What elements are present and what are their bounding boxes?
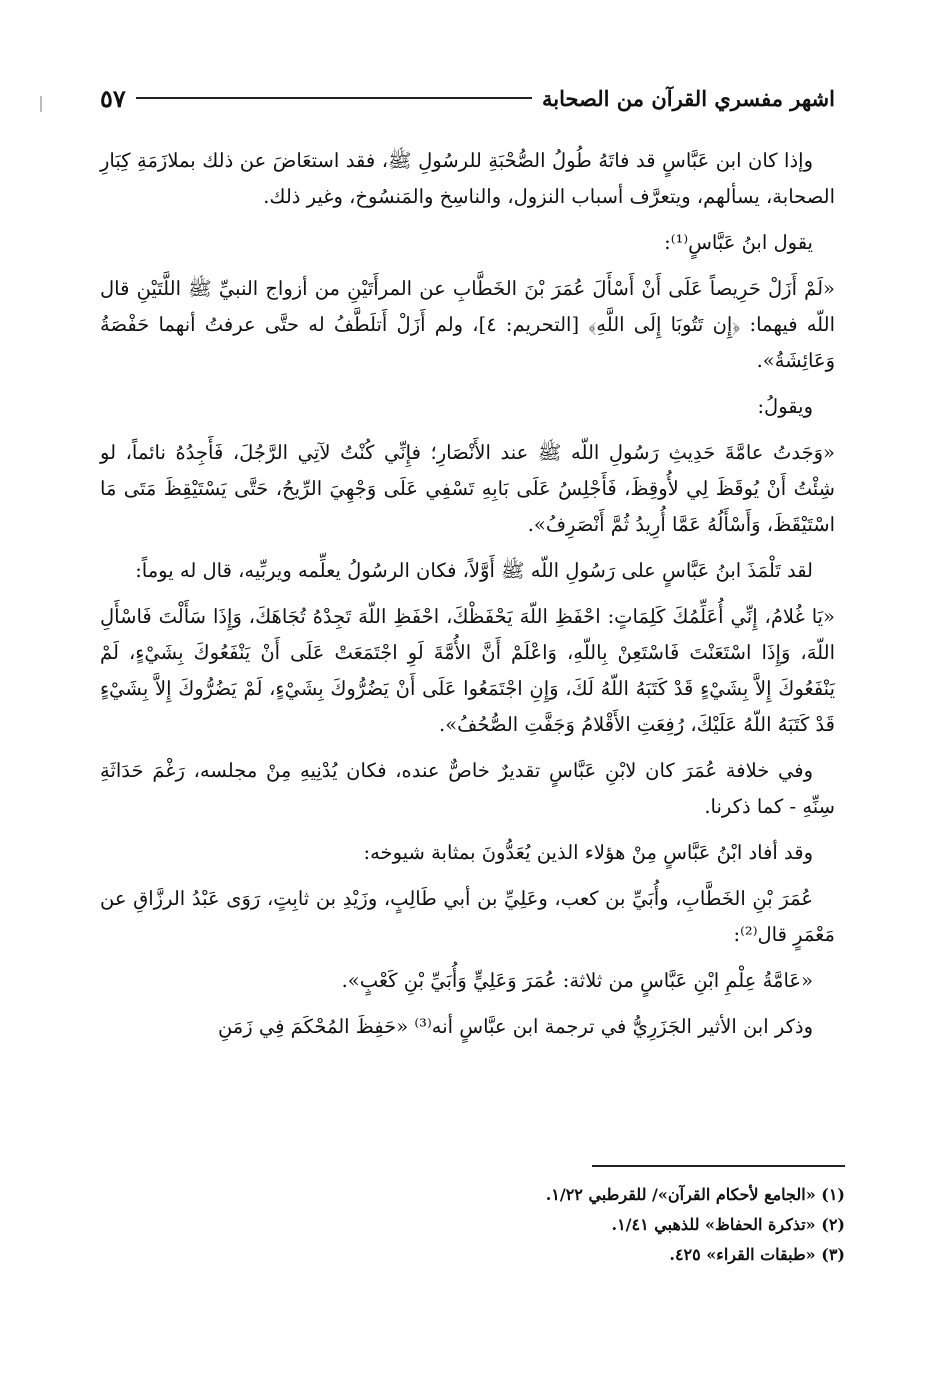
main-text xyxy=(100,143,835,1055)
footnote: (٢) «تذكرة الحفاظ» للذهبي ١/٤١. xyxy=(611,1215,845,1234)
paragraph: لقد تَلْمَذَ ابنُ عَبَّاسٍ على رَسُولِ اللّه ﷺ أَوَّلاً، فكان الرسُولُ يعلِّمه ويربِّيه، قال له يوماً: xyxy=(135,559,813,582)
paragraph: وفي خلافة عُمَرَ كان لابْنِ عَبَّاسٍ تقديرٌ خاصٌّ عنده، فكان يُدْنِيهِ مِنْ مجلسه، رَغْمَ حَدَاثَةِ سِنِّهِ - كما ذكرنا. xyxy=(100,759,835,818)
quote-paragraph: «يَا غُلامُ، إِنِّي أُعَلِّمُكَ كَلِمَاتٍ: احْفَظِ اللّهَ يَحْفَظْكَ، احْفَظِ اللّهَ تَجِدْهُ تُجَاهَكَ، وَإِذَا سَأَلْتَ فَاسْأَلِ اللّهَ، وَإِذَا اسْتَعَنْتَ فَاسْتَعِنْ بِاللّهِ، وَاعْلَمْ أَنَّ الأُمَّةَ لَوِ اجْتَمَعَتْ عَلَى أَنْ يَنْفَعُوكَ بِشَيْءٍ، لَمْ يَنْفَعُوكَ إِلاَّ بِشَيْءٍ قَدْ كَتَبَهُ اللّهُ لَكَ، وَإِنِ اجْتَمَعُوا عَلَى أَنْ يَضُرُّوكَ بِشَيْءٍ، لَمْ يَضُرُّوكَ إِلاَّ بِشَيْءٍ قَدْ كَتَبَهُ اللّهُ عَلَيْكَ، رُفِعَتِ الأَقْلامُ وَجَفَّتِ الصُّحُفُ». xyxy=(100,605,835,736)
footnotes xyxy=(100,1180,845,1270)
footnote: (٣) «طبقات القراء» ٤٢٥. xyxy=(669,1245,845,1264)
paragraph: وقد أفاد ابْنُ عَبَّاسٍ مِنْ هؤلاء الذين يُعَدُّونَ بمثابة شيوخه: xyxy=(363,841,813,864)
quote-paragraph: «عَامَّةُ عِلْمِ ابْنِ عَبَّاسٍ من ثلاثة: عُمَرَ وَعَلِيٍّ وَأُبَيِّ بْنِ كَعْبٍ». xyxy=(341,969,813,992)
header-rule xyxy=(136,97,532,99)
paragraph: وذكر ابن الأثير الجَزَرِيُّ في ترجمة ابن عبَّاسٍ أنه⁽³⁾ «حَفِظَ المُحْكَمَ فِي زَمَنِ xyxy=(217,1015,813,1038)
header-title: اشهر مفسري القرآن من الصحابة xyxy=(541,85,835,111)
footnote: (١) «الجامع لأحكام القرآن»/ للقرطبي ١/٢٢. xyxy=(545,1185,845,1204)
page-number: ٥٧ xyxy=(100,83,126,113)
running-header xyxy=(100,78,835,118)
paragraph: ويقولُ: xyxy=(757,395,813,418)
margin-mark xyxy=(40,96,42,112)
paragraph: يقول ابنُ عَبَّاسٍ⁽¹⁾: xyxy=(664,231,813,254)
paragraph: عُمَرَ بْنِ الخَطَّابِ، وأُبَيِّ بن كعب، وعَلِيِّ بن أبي طَالِبٍ، وزَيْدِ بن ثابِتٍ، رَوَى عَبْدُ الرزَّاقِ عن مَعْمَرٍ قال⁽²⁾: xyxy=(100,887,835,946)
quote-paragraph: «وَجَدتُ عامَّةَ حَدِيثِ رَسُولِ اللّه ﷺ عند الأَنْصَارِ؛ فإِنِّي كُنْتُ لآتِي الرَّجُلَ، فَأَجِدُهُ نائماً، لو شِئْتُ أَنْ يُوقَظَ لِي لأُوقِظَ، فَأَجْلِسُ عَلَى بَابِهِ تَسْفِي عَلَى وَجْهِيَ الرِّيحُ، حَتَّى يَسْتَيْقِظَ مَتَى مَا اسْتَيْقَظَ، وَأَسْأَلُهُ عَمَّا أُرِيدُ ثُمَّ أَنْصَرِفُ». xyxy=(100,441,835,536)
quote-paragraph: «لَمْ أَزَلْ حَرِيصاً عَلَى أَنْ أَسْأَلَ عُمَرَ بْنَ الخَطَّابِ عن المرأَتَيْنِ من أزواج النبيِّ ﷺ اللَّتَيْنِ قال اللّه فيهما: ﴿إِن تَتُوبَا إِلَى اللَّهِ﴾ [التحريم: ٤]، ولم أَزَلْ أَتلَطَّفُ له حتَّى عرفتُ أنهما حَفْصَةُ وَعَائِشَةُ». xyxy=(100,277,835,372)
footnote-separator xyxy=(592,1165,845,1167)
paragraph: وإذا كان ابن عَبَّاسٍ قد فاتَهُ طُولُ الصُّحْبَةِ للرسُولِ ﷺ، فقد استعَاضَ عن ذلك بملازَمَةِ كِبَارِ الصحابة، يسألهم، ويتعرَّف أسباب النزول، والناسِخ والمَنسُوخ، وغير ذلك. xyxy=(100,149,835,208)
